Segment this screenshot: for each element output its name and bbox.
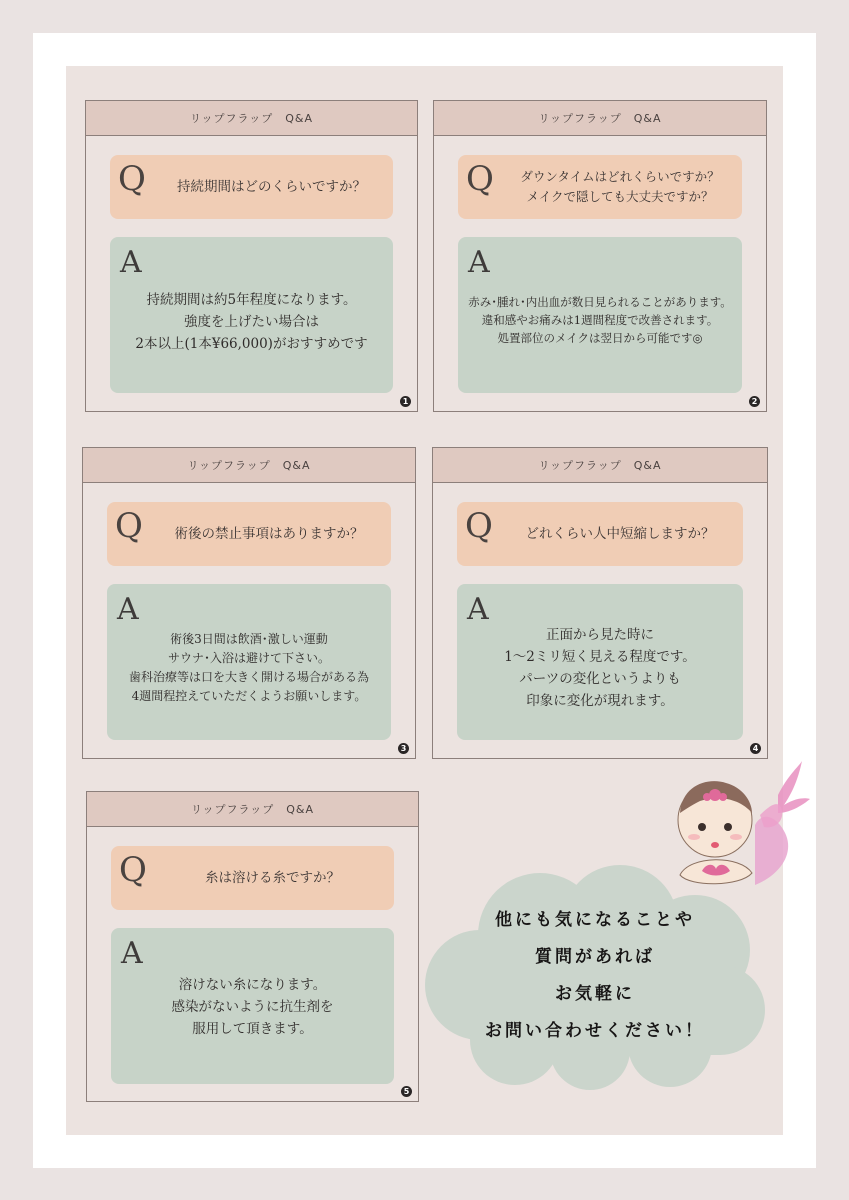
a-letter: A: [117, 592, 139, 627]
card-header: リップフラップ Q&A: [433, 448, 767, 483]
qa-card-4: [432, 447, 768, 759]
question-box: [458, 155, 742, 219]
card-number-badge: 3: [398, 743, 409, 754]
answer-box: [458, 237, 742, 393]
answer-text: 正面から見た時に 1～2ミリ短く見える程度です。 パーツの変化というよりも 印象に変化が現れます。: [504, 627, 696, 709]
question-box: [457, 502, 743, 566]
answer-text: 持続期間は約5年程度になります。 強度を上げたい場合は 2本以上(1本¥66,000)がおすすめです: [135, 292, 368, 352]
question-box: [111, 846, 394, 910]
a-letter: A: [120, 245, 142, 280]
qa-card-1: [85, 100, 418, 412]
question-box: [107, 502, 391, 566]
card-header: リップフラップ Q&A: [434, 101, 766, 136]
a-letter: A: [468, 245, 490, 280]
answer-text: 術後3日間は飲酒･激しい運動 サウナ･入浴は避けて下さい。 歯科治療等は口を大きく開ける場合がある為 4週間程控えていただくようお願いします。: [128, 632, 369, 703]
answer-box: [110, 237, 393, 393]
card-header: リップフラップ Q&A: [83, 448, 415, 483]
q-letter: Q: [119, 850, 147, 890]
answer-text: 赤み･腫れ･内出血が数日見られることがあります。 違和感やお痛みは1週間程度で改善されます。 処置部位のメイクは翌日から可能です◎: [468, 295, 732, 345]
card-header: リップフラップ Q&A: [86, 101, 417, 136]
qa-card-2: [433, 100, 767, 412]
card-number-badge: 4: [750, 743, 761, 754]
mermaid-baby-illustration: [660, 755, 810, 895]
answer-text: 溶けない糸になります。 感染がないように抗生剤を 服用して頂きます。: [171, 977, 334, 1037]
question-text: どれくらい人中短縮しますか？: [525, 526, 715, 542]
question-box: [110, 155, 393, 219]
q-letter: Q: [466, 159, 494, 199]
qa-card-5: [86, 791, 419, 1102]
answer-box: [107, 584, 391, 740]
qa-card-3: [82, 447, 416, 759]
card-number-badge: 2: [749, 396, 760, 407]
a-letter: A: [121, 936, 143, 971]
a-letter: A: [467, 592, 489, 627]
card-number-badge: 5: [401, 1086, 412, 1097]
question-text: 持続期間はどのくらいですか？: [177, 179, 366, 195]
card-header: リップフラップ Q&A: [87, 792, 418, 827]
question-text: 糸は溶ける糸ですか？: [205, 870, 340, 886]
cloud-message: 他にも気になることや 質問があれば お気軽に お問い合わせください！: [485, 910, 705, 1041]
card-number-badge: 1: [400, 396, 411, 407]
answer-box: [111, 928, 394, 1084]
answer-box: [457, 584, 743, 740]
q-letter: Q: [465, 506, 493, 546]
q-letter: Q: [115, 506, 143, 546]
q-letter: Q: [118, 159, 146, 199]
question-text: 術後の禁止事項はありますか？: [174, 526, 364, 542]
question-text: ダウンタイムはどれくらいですか？ メイクで隠しても大丈夫ですか？: [520, 169, 720, 204]
